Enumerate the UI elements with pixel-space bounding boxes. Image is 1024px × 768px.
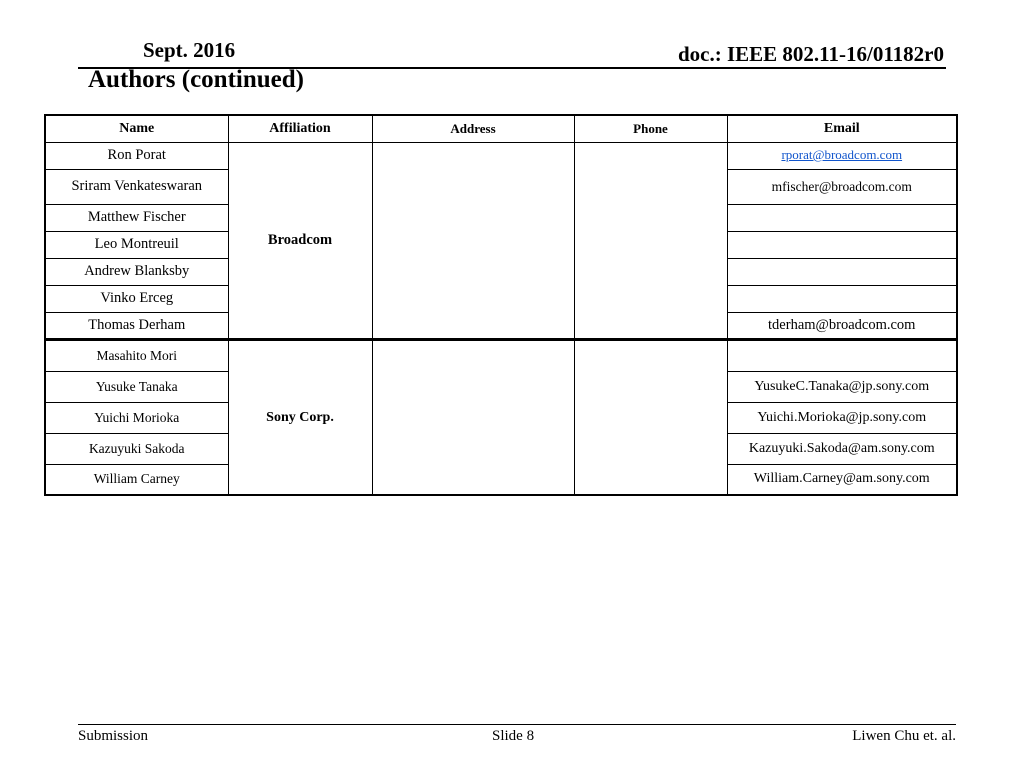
author-name: Kazuyuki Sakoda [45,433,228,464]
table-row [45,142,957,169]
authors-table-sony [44,339,958,496]
footer-submission: Submission [78,728,149,744]
author-email: Yuichi.Morioka@jp.sony.com [727,402,957,433]
table-row [45,340,957,371]
footer-slide-number: Slide 8 [492,728,535,744]
author-phone [574,340,727,495]
author-email: William.Carney@am.sony.com [727,464,957,495]
footer-divider [78,724,956,725]
author-email [727,231,957,258]
author-email [727,142,957,169]
author-email [727,258,957,285]
column-header-phone: Phone [574,115,727,142]
author-email: mfischer@broadcom.com [727,169,957,204]
author-name: Sriram Venkateswaran [45,169,228,204]
column-header-affiliation: Affiliation [228,115,372,142]
table-header-row [45,115,957,142]
email-link[interactable]: rporat@broadcom.com [781,147,903,162]
author-email [727,285,957,312]
author-name: Thomas Derham [45,312,228,339]
author-name: William Carney [45,464,228,495]
author-name: Ron Porat [45,142,228,169]
author-name: Andrew Blanksby [45,258,228,285]
author-name: Matthew Fischer [45,204,228,231]
author-email: Kazuyuki.Sakoda@am.sony.com [727,433,957,464]
author-email: tderham@broadcom.com [727,312,957,339]
header-doc-id: doc.: IEEE 802.11-16/01182r0 [677,42,944,66]
author-email [727,340,957,371]
author-name: Yuichi Morioka [45,402,228,433]
author-name: Vinko Erceg [45,285,228,312]
author-affiliation: Sony Corp. [228,340,372,495]
author-name: Yusuke Tanaka [45,371,228,402]
author-affiliation: Broadcom [228,142,372,339]
author-address [372,142,574,339]
authors-table-broadcom [44,114,958,340]
author-name: Masahito Mori [45,340,228,371]
author-address [372,340,574,495]
footer-authors: Liwen Chu et. al. [852,728,956,744]
header-date: Sept. 2016 [143,38,236,62]
column-header-address: Address [372,115,574,142]
column-header-email: Email [727,115,957,142]
author-email [727,204,957,231]
author-name: Leo Montreuil [45,231,228,258]
author-email: YusukeC.Tanaka@jp.sony.com [727,371,957,402]
column-header-name: Name [45,115,228,142]
slide-title: Authors (continued) [88,66,304,93]
author-phone [574,142,727,339]
